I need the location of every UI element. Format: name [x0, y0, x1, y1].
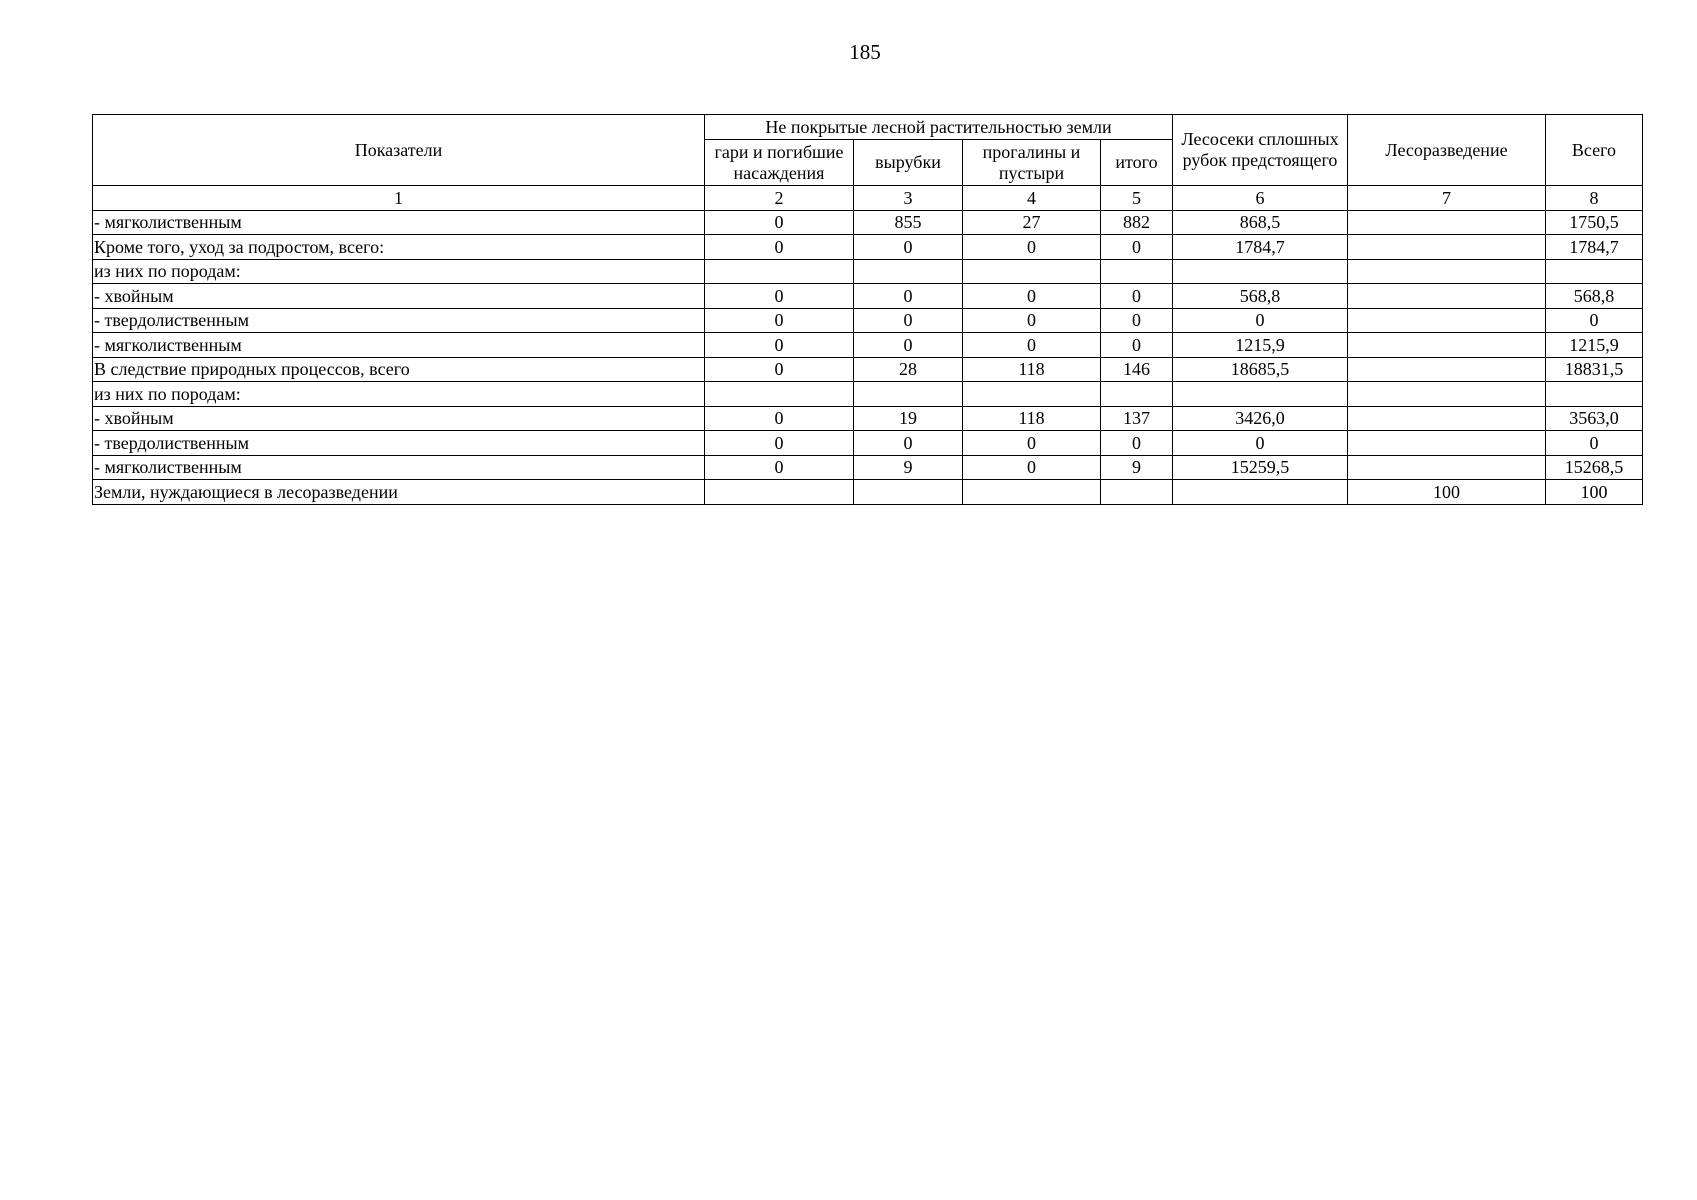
table-row	[93, 357, 1643, 382]
table-cell: 28	[854, 357, 963, 382]
column-number: 8	[1546, 186, 1643, 211]
table-cell	[1348, 382, 1546, 407]
table-cell	[1348, 259, 1546, 284]
table-cell: 1215,9	[1173, 333, 1348, 358]
header-afforestation: Лесоразведение	[1348, 115, 1546, 186]
table-cell	[963, 259, 1101, 284]
table-cell: 0	[1173, 308, 1348, 333]
table-cell: 0	[854, 308, 963, 333]
column-number: 5	[1101, 186, 1173, 211]
table-cell: 0	[705, 431, 854, 456]
table-cell	[1173, 480, 1348, 505]
page-number: 185	[849, 40, 881, 64]
table-cell: 9	[854, 455, 963, 480]
table-cell: 0	[854, 431, 963, 456]
table-cell	[1348, 210, 1546, 235]
table-cell: 15259,5	[1173, 455, 1348, 480]
table-cell	[1101, 382, 1173, 407]
row-label: - мягколиственным	[93, 455, 705, 480]
table-cell: 0	[705, 333, 854, 358]
row-label: Кроме того, уход за подростом, всего:	[93, 235, 705, 260]
table-cell	[854, 480, 963, 505]
table-cell: 0	[963, 333, 1101, 358]
table-cell	[1173, 382, 1348, 407]
table-cell: 0	[705, 406, 854, 431]
table-cell: 0	[963, 284, 1101, 309]
table-cell: 0	[1101, 284, 1173, 309]
table-cell: 0	[963, 235, 1101, 260]
column-number: 1	[93, 186, 705, 211]
column-number: 4	[963, 186, 1101, 211]
table-cell: 18685,5	[1173, 357, 1348, 382]
table-cell: 0	[705, 210, 854, 235]
table-cell	[1348, 455, 1546, 480]
table-cell: 568,8	[1546, 284, 1643, 309]
row-label: - хвойным	[93, 406, 705, 431]
table-row	[93, 210, 1643, 235]
table-cell: 0	[854, 284, 963, 309]
row-label: - мягколиственным	[93, 210, 705, 235]
table-cell: 15268,5	[1546, 455, 1643, 480]
header-all: Всего	[1546, 115, 1643, 186]
table-cell: 1784,7	[1173, 235, 1348, 260]
row-label: В следствие природных процессов, всего	[93, 357, 705, 382]
column-number: 6	[1173, 186, 1348, 211]
table-cell: 1750,5	[1546, 210, 1643, 235]
table-row	[93, 455, 1643, 480]
table-cell: 118	[963, 357, 1101, 382]
column-number: 2	[705, 186, 854, 211]
table-cell: 0	[1101, 235, 1173, 260]
column-number: 7	[1348, 186, 1546, 211]
header-cuttings: вырубки	[854, 140, 963, 186]
table-cell: 0	[705, 235, 854, 260]
table-row	[93, 284, 1643, 309]
row-label: из них по породам:	[93, 382, 705, 407]
table-cell: 0	[705, 284, 854, 309]
table-cell	[705, 259, 854, 284]
table-row	[93, 382, 1643, 407]
table-cell	[963, 382, 1101, 407]
table-cell: 855	[854, 210, 963, 235]
table-cell	[1348, 357, 1546, 382]
table-cell: 0	[1173, 431, 1348, 456]
header-uncovered-group: Не покрытые лесной растительностью земли	[705, 115, 1173, 140]
header-row-top	[93, 115, 1643, 140]
header-clearcut: Лесосеки сплошных рубок предстоящего	[1173, 115, 1348, 186]
table-cell	[705, 480, 854, 505]
table-cell: 0	[1101, 333, 1173, 358]
table-cell: 0	[854, 333, 963, 358]
table-cell	[705, 382, 854, 407]
table-cell: 868,5	[1173, 210, 1348, 235]
header-glades: прогалины и пустыри	[963, 140, 1101, 186]
header-total-uncovered: итого	[1101, 140, 1173, 186]
table-cell: 0	[705, 357, 854, 382]
table-cell: 118	[963, 406, 1101, 431]
table-cell	[963, 480, 1101, 505]
table-cell: 3426,0	[1173, 406, 1348, 431]
table-row	[93, 431, 1643, 456]
table-cell	[854, 259, 963, 284]
row-label: - твердолиственным	[93, 308, 705, 333]
table-cell	[1348, 284, 1546, 309]
table-cell: 0	[1546, 431, 1643, 456]
header-indicators: Показатели	[93, 115, 705, 186]
table-cell: 0	[705, 455, 854, 480]
table-row	[93, 235, 1643, 260]
column-number: 3	[854, 186, 963, 211]
table-cell	[1546, 259, 1643, 284]
table-cell	[1348, 308, 1546, 333]
table-cell	[1348, 431, 1546, 456]
row-label: Земли, нуждающиеся в лесоразведении	[93, 480, 705, 505]
table-cell	[1348, 406, 1546, 431]
table-row	[93, 480, 1643, 505]
table-cell: 3563,0	[1546, 406, 1643, 431]
row-label: из них по породам:	[93, 259, 705, 284]
table-cell: 9	[1101, 455, 1173, 480]
table-cell: 0	[963, 308, 1101, 333]
table-cell: 18831,5	[1546, 357, 1643, 382]
table-cell: 0	[705, 308, 854, 333]
table-cell: 0	[1101, 431, 1173, 456]
header-burned: гари и погибшие насаждения	[705, 140, 854, 186]
table-cell	[854, 382, 963, 407]
table-cell: 1215,9	[1546, 333, 1643, 358]
table-cell: 0	[854, 235, 963, 260]
data-table	[92, 114, 1643, 505]
table-cell: 0	[1546, 308, 1643, 333]
table-row	[93, 259, 1643, 284]
table-cell: 0	[963, 455, 1101, 480]
row-label: - твердолиственным	[93, 431, 705, 456]
table-cell: 137	[1101, 406, 1173, 431]
table-cell: 1784,7	[1546, 235, 1643, 260]
row-label: - мягколиственным	[93, 333, 705, 358]
table-cell: 882	[1101, 210, 1173, 235]
column-number-row	[93, 186, 1643, 211]
table-cell	[1173, 259, 1348, 284]
table-cell	[1101, 480, 1173, 505]
table-row	[93, 308, 1643, 333]
table-cell	[1101, 259, 1173, 284]
table-row	[93, 406, 1643, 431]
table-cell: 0	[963, 431, 1101, 456]
table-cell	[1546, 382, 1643, 407]
table-cell: 100	[1348, 480, 1546, 505]
row-label: - хвойным	[93, 284, 705, 309]
table-cell: 27	[963, 210, 1101, 235]
table-cell	[1348, 333, 1546, 358]
table-cell: 19	[854, 406, 963, 431]
table-cell: 568,8	[1173, 284, 1348, 309]
table-cell	[1348, 235, 1546, 260]
table-row	[93, 333, 1643, 358]
table-cell: 0	[1101, 308, 1173, 333]
table-cell: 100	[1546, 480, 1643, 505]
table-cell: 146	[1101, 357, 1173, 382]
